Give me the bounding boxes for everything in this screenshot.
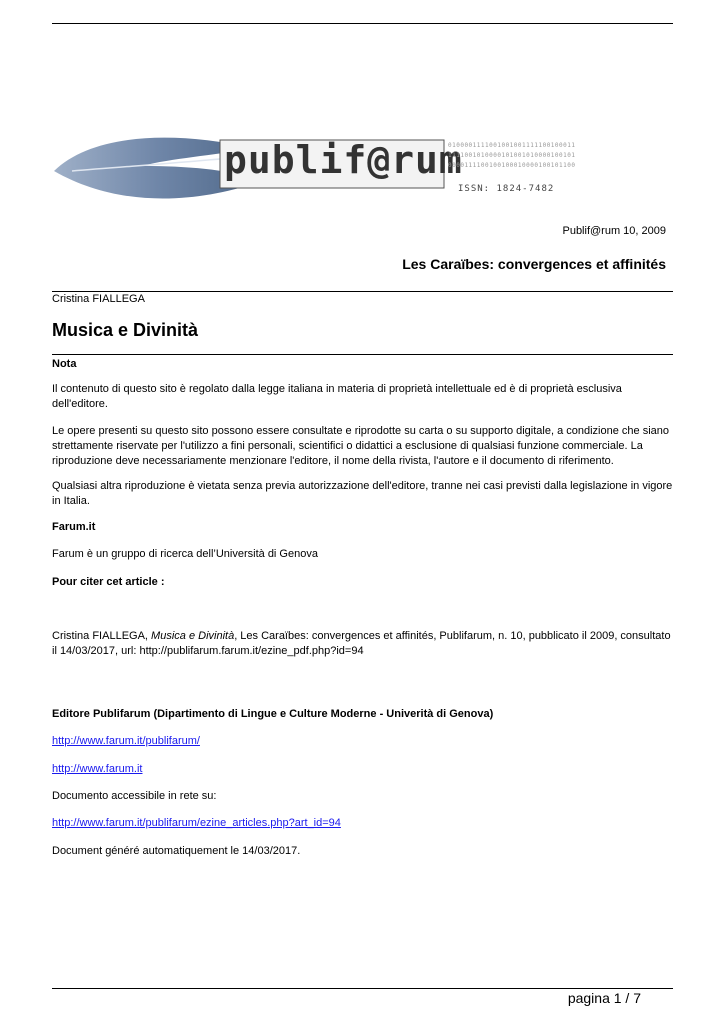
nota-paragraph-2: Le opere presenti su questo sito possono essere consultate e riprodotte su carta o su supporto digitale, a condizione che siano strettamente riservate per l'utilizzo a fini personali, scientifici o didattici a esclusione di qualsiasi funzione commerciale. La riproduzione deve necessariamente menzionare l'editore, il nome della rivista, l'autore e il documento di riferimento. xyxy=(52,425,669,467)
publisher-link-1-row xyxy=(52,734,673,749)
publifarum-link[interactable]: http://www.farum.it/publifarum/ xyxy=(52,735,200,747)
article-link[interactable]: http://www.farum.it/publifarum/ezine_articles.php?art_id=94 xyxy=(52,817,341,829)
farum-link[interactable]: http://www.farum.it xyxy=(52,763,143,775)
logo-wordmark: publif@rum xyxy=(224,138,463,182)
footer-rule xyxy=(52,988,673,989)
citation-rest: , Les Caraïbes: convergences et affinités, Publifarum, n. 10, pubblicato il 2009, consultato il 14/03/2017, url: http://publifarum.farum.it/ezine_pdf.php?id=94 xyxy=(52,630,671,657)
publifarum-logo xyxy=(52,126,612,216)
nota-paragraph-1: Il contenuto di questo sito è regolato dalla legge italiana in materia di proprietà intellettuale ed è di proprietà esclusiva dell'editore. xyxy=(52,383,622,410)
publisher-link-2-row xyxy=(52,762,673,777)
farum-text: Farum è un gruppo di ricerca dell’Università di Genova xyxy=(52,548,318,560)
publisher-link-3-row xyxy=(52,816,673,831)
nota-heading: Nota xyxy=(52,358,77,370)
author-name: Cristina FIALLEGA xyxy=(52,293,145,305)
section-title: Les Caraïbes: convergences et affinités xyxy=(402,256,666,272)
citation-heading: Pour citer cet article : xyxy=(52,576,165,588)
section-rule xyxy=(52,291,673,292)
citation-author: Cristina FIALLEGA, xyxy=(52,630,152,642)
logo-binary-row-1: 0100001111001001001111100100011 xyxy=(448,142,576,149)
accessible-label: Documento accessibile in rete su: xyxy=(52,790,217,802)
logo-binary-row-3: 0000111100100100010000100101100 xyxy=(448,162,576,169)
generated-note: Document généré automatiquement le 14/03/2017. xyxy=(52,845,301,857)
citation-title: Musica e Divinità xyxy=(151,630,235,642)
publisher-heading: Editore Publifarum (Dipartimento di Lingue e Culture Moderne - Univerità di Genova) xyxy=(52,708,494,720)
logo-issn: ISSN: 1824-7482 xyxy=(458,184,555,194)
article-title: Musica e Divinità xyxy=(52,320,199,340)
citation-text xyxy=(52,629,673,659)
issue-label: Publif@rum 10, 2009 xyxy=(562,225,666,237)
title-rule xyxy=(52,354,673,355)
top-rule xyxy=(52,23,673,24)
logo-binary-row-2: 1111001010000101001010000100101 xyxy=(448,152,576,159)
farum-heading: Farum.it xyxy=(52,521,96,533)
page-number: pagina 1 / 7 xyxy=(567,990,641,1006)
nota-paragraph-3: Qualsiasi altra riproduzione è vietata senza previa autorizzazione dell'editore, tranne nei casi previsti dalla legislazione in vigore in Italia. xyxy=(52,480,673,507)
